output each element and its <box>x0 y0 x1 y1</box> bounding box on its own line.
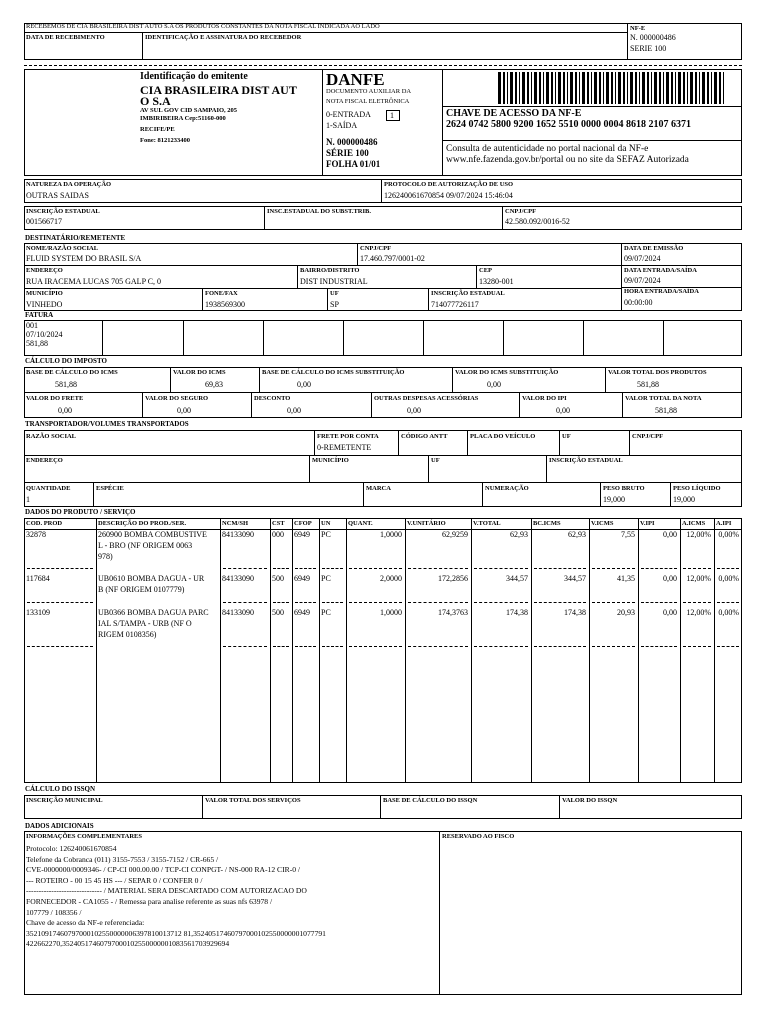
transp-uf2-label: UF <box>431 457 440 464</box>
dest-hora-label: HORA ENTRADA/SAÍDA <box>624 288 699 295</box>
fatura-divider <box>102 320 103 356</box>
fatura-vencimento: 07/10/2024 <box>26 330 63 339</box>
produtos-header-cell: CST <box>272 520 285 527</box>
canhoto-nfe-serie: SERIE 100 <box>630 44 667 53</box>
fatura-box <box>24 320 742 356</box>
produtos-header-cell: A.IPI <box>716 520 732 527</box>
fatura-numero: 001 <box>26 321 38 330</box>
transp-peso-liq-label: PESO LÍQUIDO <box>673 485 721 492</box>
produto-aicms: 12,00% <box>686 608 711 617</box>
produtos-row-separator <box>408 646 468 647</box>
info-complementares-label: INFORMAÇÕES COMPLEMENTARES <box>26 833 142 840</box>
produtos-row-separator <box>534 568 586 569</box>
natureza-box <box>24 179 742 203</box>
transp-frete-label: FRETE POR CONTA <box>317 433 379 440</box>
dest-municipio: VINHEDO <box>26 300 63 309</box>
ie-value: 001566717 <box>26 217 62 226</box>
transp-uf-label: UF <box>562 433 571 440</box>
danfe-sub-2: NOTA FISCAL ELETRÔNICA <box>326 98 410 105</box>
produtos-row-separator <box>322 646 343 647</box>
produtos-col-divider <box>405 518 406 783</box>
produtos-header-cell: QUANT. <box>348 520 373 527</box>
produto-aipi: 0,00% <box>718 530 739 539</box>
transp-peso-liq: 19,000 <box>673 495 695 504</box>
identificacao-label: IDENTIFICAÇÃO E ASSINATURA DO RECEBEDOR <box>145 34 302 41</box>
produtos-row-separator <box>641 646 677 647</box>
produto-vtotal: 344,57 <box>506 574 528 583</box>
issqn-v-label: VALOR DO ISSQN <box>562 797 618 804</box>
produtos-col-divider <box>638 518 639 783</box>
fatura-divider <box>663 320 664 356</box>
fatura-valor: 581,88 <box>26 339 48 348</box>
danfe-title: DANFE <box>326 70 385 89</box>
produtos-row-separator <box>408 568 468 569</box>
dest-nome: FLUID SYSTEM DO BRASIL S/A <box>26 254 142 263</box>
produto-bc: 62,93 <box>568 530 586 539</box>
dest-hora: 00:00:00 <box>624 298 653 307</box>
produtos-header-cell: UN <box>321 520 331 527</box>
issqn-im-label: INSCRIÇÃO MUNICIPAL <box>26 797 103 804</box>
issqn-section: CÁLCULO DO ISSQN <box>25 785 96 793</box>
produto-cod: 117684 <box>26 574 50 583</box>
produtos-row-separator <box>717 568 739 569</box>
produtos-row-separator <box>295 646 316 647</box>
produto-vunit: 172,2856 <box>438 574 468 583</box>
produtos-col-divider <box>319 518 320 783</box>
data-recebimento-label: DATA DE RECEBIMENTO <box>26 34 105 41</box>
produto-descricao: 260900 BOMBA COMBUSTIVE <box>98 530 207 539</box>
dest-entrada: 09/07/2024 <box>624 276 661 285</box>
produto-vipi: 0,00 <box>663 574 677 583</box>
v-st: 0,00 <box>487 380 501 389</box>
produtos-header-cell: V.UNITÁRIO <box>407 520 446 527</box>
seguro: 0,00 <box>177 406 191 415</box>
canhoto-nfe-numero: N. 000000486 <box>630 33 676 42</box>
produto-vicms: 20,93 <box>617 608 635 617</box>
dest-bairro-label: BAIRRO/DISTRITO <box>300 267 360 274</box>
produtos-row-separator <box>322 568 343 569</box>
fatura-divider <box>503 320 504 356</box>
v-prod: 581,88 <box>637 380 659 389</box>
reservado-fisco-label: RESERVADO AO FISCO <box>442 833 515 840</box>
produtos-header-cell: DESCRIÇÃO DO PROD./SER. <box>98 520 187 527</box>
transp-especie-label: ESPÉCIE <box>96 485 124 492</box>
produtos-row-separator <box>641 602 677 603</box>
natureza-label: NATUREZA DA OPERAÇÃO <box>26 181 112 188</box>
produtos-row-separator <box>534 602 586 603</box>
produtos-row-separator <box>273 646 289 647</box>
bc-icms: 581,88 <box>55 380 77 389</box>
emitente-cnpj-label: CNPJ/CPF <box>505 208 537 215</box>
danfe-sub-1: DOCUMENTO AUXILIAR DA <box>326 88 412 95</box>
emitente-bairro-cep: IMBIRIBEIRA Cep:51160-000 <box>140 115 226 122</box>
produtos-row-separator <box>592 602 635 603</box>
produto-descricao: IAL S/TAMPA - URB (NF O <box>98 619 192 628</box>
dest-municipio-label: MUNICÍPIO <box>26 290 63 297</box>
produto-vunit: 62,9259 <box>442 530 468 539</box>
produto-bc: 174,38 <box>564 608 586 617</box>
produtos-row-separator <box>295 568 316 569</box>
dest-cnpj: 17.460.797/0001-02 <box>360 254 425 263</box>
fatura-divider <box>583 320 584 356</box>
produtos-row-separator <box>349 646 402 647</box>
produto-descricao: L - BRO (NF ORIGEM 0063 <box>98 541 193 550</box>
produtos-row-separator <box>474 602 528 603</box>
dest-endereco-label: ENDEREÇO <box>26 267 63 274</box>
produtos-row-separator <box>683 602 711 603</box>
produto-vipi: 0,00 <box>663 608 677 617</box>
produtos-row-separator <box>273 568 289 569</box>
info-complementar-line: Chave de acesso da NF-e referenciada: <box>26 918 145 928</box>
produto-descricao: 978) <box>98 552 113 561</box>
produtos-row-separator <box>349 568 402 569</box>
produto-aicms: 12,00% <box>686 574 711 583</box>
dest-cep-label: CEP <box>479 267 492 274</box>
produtos-section: DADOS DO PRODUTO / SERVIÇO <box>25 508 136 516</box>
produto-cfop: 6949 <box>294 574 310 583</box>
transp-frete: 0-REMETENTE <box>317 443 372 452</box>
produtos-col-divider <box>96 518 97 783</box>
transportador-box <box>24 430 742 507</box>
info-complementar-line: ------------------------------ / MATERIAL SERA DESCARTADO COM AUTORIZACAO DO <box>26 886 307 896</box>
seguro-label: VALOR DO SEGURO <box>145 395 209 402</box>
produtos-table <box>24 518 742 783</box>
dest-endereco: RUA IRACEMA LUCAS 705 GALP C, 0 <box>26 277 162 286</box>
info-complementar-line: 107779 / 108356 / <box>26 907 82 917</box>
danfe-serie: SÉRIE 100 <box>326 148 369 158</box>
fatura-section: FATURA <box>25 311 54 319</box>
transp-marca-label: MARCA <box>366 485 391 492</box>
info-complementar-line: FORNECEDOR - CA1055 - / Remessa para analise referente as suas nfs 63978 / <box>26 897 273 906</box>
danfe-tipo: 1 <box>390 111 394 120</box>
barcode-image <box>498 72 728 104</box>
produto-cfop: 6949 <box>294 530 310 539</box>
transp-numeracao-label: NUMERAÇÃO <box>485 485 529 492</box>
produto-vipi: 0,00 <box>663 530 677 539</box>
produto-vunit: 174,3763 <box>438 608 468 617</box>
produtos-row-separator <box>408 602 468 603</box>
produtos-row-separator <box>223 602 267 603</box>
produto-aipi: 0,00% <box>718 608 739 617</box>
produtos-row-separator <box>223 646 267 647</box>
produto-vtotal: 174,38 <box>506 608 528 617</box>
produtos-row-separator <box>295 602 316 603</box>
dest-emissao-label: DATA DE EMISSÃO <box>624 245 684 252</box>
transp-antt-label: CÓDIGO ANTT <box>401 433 448 440</box>
destinatario-section: DESTINATÁRIO/REMETENTE <box>25 234 126 242</box>
produto-un: PC <box>321 608 331 617</box>
issqn-bc-label: BASE DE CÁLCULO DO ISSQN <box>383 797 478 804</box>
produto-quant: 2,0000 <box>380 574 402 583</box>
produtos-col-divider <box>531 518 532 783</box>
bc-st-label: BASE DE CÁLCULO DO ICMS SUBSTITUIÇÃO <box>262 369 405 376</box>
inscricoes-box <box>24 206 742 230</box>
produto-descricao: RIGEM 0108356) <box>98 630 157 639</box>
transp-razao-label: RAZÃO SOCIAL <box>26 433 77 440</box>
iest-label: INSC.ESTADUAL DO SUBST.TRIB. <box>267 208 371 215</box>
produto-un: PC <box>321 574 331 583</box>
bc-icms-label: BASE DE CÁLCULO DO ICMS <box>26 369 118 376</box>
transp-municipio-label: MUNICÍPIO <box>312 457 349 464</box>
produtos-header-cell: CFOP <box>294 520 312 527</box>
produtos-header-cell: BC.ICMS <box>533 520 561 527</box>
produtos-col-divider <box>471 518 472 783</box>
produtos-col-divider <box>589 518 590 783</box>
dest-uf: SP <box>330 300 339 309</box>
produtos-row-separator <box>27 568 93 569</box>
produto-cst: 000 <box>272 530 284 539</box>
protocolo-label: PROTOCOLO DE AUTORIZAÇÃO DE USO <box>384 181 514 188</box>
produtos-row-separator <box>223 568 267 569</box>
produto-descricao: B (NF ORIGEM 0107779) <box>98 585 185 594</box>
produtos-row-separator <box>717 602 739 603</box>
info-complementar-line: --- ROTEIRO - 00 15 45 HS --- / SEPAR 0 / CONFER 0 / <box>26 875 203 885</box>
dest-fone: 1938569300 <box>205 300 245 309</box>
danfe-saida: 1-SAÍDA <box>326 121 358 130</box>
produto-un: PC <box>321 530 331 539</box>
emitente-cidade: RECIFE/PE <box>140 126 175 133</box>
produtos-col-divider <box>220 518 221 783</box>
canhoto-header: RECEBEMOS DE CIA BRASILEIRA DIST AUTO S.A OS PRODUTOS CONSTANTES DA NOTA FISCAL INDICADA AO LADO <box>26 23 380 30</box>
fatura-divider <box>423 320 424 356</box>
info-complementar-line: 35210917460797000102550000006397810013712 81,35240517460797000102550000001077791 <box>26 928 326 938</box>
desconto: 0,00 <box>287 406 301 415</box>
produto-cst: 500 <box>272 574 284 583</box>
dest-fone-label: FONE/FAX <box>205 290 238 297</box>
danfe-folha: FOLHA 01/01 <box>326 159 381 169</box>
transp-qtd-label: QUANTIDADE <box>26 485 71 492</box>
dest-ie-label: INSCRIÇÃO ESTADUAL <box>431 290 505 297</box>
emitente-nome-1: CIA BRASILEIRA DIST AUT <box>140 83 297 97</box>
desconto-label: DESCONTO <box>254 395 291 402</box>
produto-cst: 500 <box>272 608 284 617</box>
outras-label: OUTRAS DESPESAS ACESSÓRIAS <box>374 395 479 402</box>
produto-cfop: 6949 <box>294 608 310 617</box>
protocolo-value: 126240061670854 09/07/2024 15:46:04 <box>384 191 513 200</box>
consulta-line-2: www.nfe.fazenda.gov.br/portal ou no site da SEFAZ Autorizada <box>446 155 689 165</box>
produtos-row-separator <box>27 646 93 647</box>
produto-vicms: 7,55 <box>621 530 635 539</box>
produtos-row-separator <box>717 646 739 647</box>
produto-ncm: 84133090 <box>222 608 254 617</box>
produtos-header-cell: V.ICMS <box>591 520 614 527</box>
v-prod-label: VALOR TOTAL DOS PRODUTOS <box>608 369 707 376</box>
produto-vicms: 41,35 <box>617 574 635 583</box>
fatura-divider <box>343 320 344 356</box>
produtos-col-divider <box>270 518 271 783</box>
produto-descricao: UB0610 BOMBA DAGUA - UR <box>98 574 205 583</box>
dest-cep: 13280-001 <box>479 277 514 286</box>
dest-uf-label: UF <box>330 290 339 297</box>
dest-cnpj-label: CNPJ/CPF <box>360 245 392 252</box>
info-complementar-line: Telefone da Cobranca (011) 3155-7553 / 3155-7152 / CR-665 / <box>26 854 219 864</box>
dest-ie: 714077726117 <box>431 300 479 309</box>
produto-vtotal: 62,93 <box>510 530 528 539</box>
produtos-row-separator <box>592 646 635 647</box>
produtos-header-cell: A.ICMS <box>682 520 706 527</box>
transp-ie-label: INSCRIÇÃO ESTADUAL <box>549 457 623 464</box>
consulta-line-1: Consulta de autenticidade no portal nacional da NF-e <box>446 144 649 154</box>
transp-cnpj-label: CNPJ/CPF <box>632 433 664 440</box>
ipi: 0,00 <box>556 406 570 415</box>
produto-bc: 344,57 <box>564 574 586 583</box>
produtos-row-separator <box>273 602 289 603</box>
transportador-section: TRANSPORTADOR/VOLUMES TRANSPORTADOS <box>25 420 189 428</box>
chave-label: CHAVE DE ACESSO DA NF-E <box>446 108 582 119</box>
dest-bairro: DIST INDUSTRIAL <box>300 277 368 286</box>
frete-label: VALOR DO FRETE <box>26 395 84 402</box>
v-icms: 69,83 <box>205 380 223 389</box>
total-nota-label: VALOR TOTAL DA NOTA <box>625 395 702 402</box>
produto-descricao: UB0366 BOMBA DAGUA PARC <box>98 608 209 617</box>
produto-cod: 32878 <box>26 530 46 539</box>
fatura-divider <box>183 320 184 356</box>
emitente-endereco: AV SUL GOV CID SAMPAIO, 205 <box>140 107 238 114</box>
total-nota: 581,88 <box>655 406 677 415</box>
emitente-section-label: Identificação do emitente <box>140 71 248 82</box>
produto-quant: 1,0000 <box>380 530 402 539</box>
dest-entrada-label: DATA ENTRADA/SAÍDA <box>624 267 697 274</box>
frete: 0,00 <box>58 406 72 415</box>
produtos-row-separator <box>322 602 343 603</box>
outras: 0,00 <box>407 406 421 415</box>
produtos-col-divider <box>292 518 293 783</box>
danfe-entrada: 0-ENTRADA <box>326 110 371 119</box>
produtos-row-separator <box>534 646 586 647</box>
produtos-row-separator <box>349 602 402 603</box>
produtos-header-cell: V.IPI <box>640 520 655 527</box>
produtos-col-divider <box>714 518 715 783</box>
produtos-col-divider <box>680 518 681 783</box>
produtos-row-separator <box>683 568 711 569</box>
ie-label: INSCRIÇÃO ESTADUAL <box>26 208 100 215</box>
imposto-section: CÁLCULO DO IMPOSTO <box>25 357 107 365</box>
produtos-header-cell: NCM/SH <box>222 520 248 527</box>
info-complementar-line: CVE-0000000/0009346- / CP-CI 000.00.00 / TCP-CI CONPGT- / NS-000 RA-12 CIR-0 / <box>26 865 301 875</box>
chave-value: 2624 0742 5800 9200 1652 5510 0000 0004 8618 2107 6371 <box>446 119 691 130</box>
canhoto-nfe-label: NF-E <box>630 25 646 32</box>
issqn-vserv-label: VALOR TOTAL DOS SERVIÇOS <box>205 797 301 804</box>
produto-ncm: 84133090 <box>222 574 254 583</box>
produtos-header-cell: COD. PROD <box>26 520 63 527</box>
produtos-header-cell: V.TOTAL <box>473 520 501 527</box>
produtos-row-separator <box>474 568 528 569</box>
produto-ncm: 84133090 <box>222 530 254 539</box>
produto-cod: 133109 <box>26 608 50 617</box>
info-complementar-line: 422662270,35240517460797000102550000001083561703929694 <box>26 939 230 949</box>
produto-quant: 1,0000 <box>380 608 402 617</box>
produtos-col-divider <box>346 518 347 783</box>
ipi-label: VALOR DO IPI <box>522 395 567 402</box>
adicionais-section: DADOS ADICIONAIS <box>25 822 94 830</box>
produtos-row-separator <box>592 568 635 569</box>
transp-qtd: 1 <box>26 495 30 504</box>
produtos-row-separator <box>683 646 711 647</box>
dest-emissao: 09/07/2024 <box>624 254 661 263</box>
transp-placa-label: PLACA DO VEÍCULO <box>470 433 536 440</box>
emitente-nome-2: O S.A <box>140 94 171 108</box>
fatura-divider <box>263 320 264 356</box>
info-complementar-line: Protocolo: 126240061670854 <box>26 844 117 853</box>
produtos-row-separator <box>641 568 677 569</box>
transp-peso-bruto-label: PESO BRUTO <box>603 485 645 492</box>
produtos-row-separator <box>27 602 93 603</box>
transp-endereco-label: ENDEREÇO <box>26 457 63 464</box>
danfe-numero: N. 000000486 <box>326 137 378 147</box>
dest-nome-label: NOME/RAZÃO SOCIAL <box>26 245 99 252</box>
produtos-row-separator <box>474 646 528 647</box>
produto-aicms: 12,00% <box>686 530 711 539</box>
emitente-cnpj-value: 42.580.092/0016-52 <box>505 217 570 226</box>
v-icms-label: VALOR DO ICMS <box>173 369 226 376</box>
produto-aipi: 0,00% <box>718 574 739 583</box>
bc-st: 0,00 <box>297 380 311 389</box>
transp-peso-bruto: 19,000 <box>603 495 625 504</box>
natureza-value: OUTRAS SAIDAS <box>26 191 89 200</box>
v-st-label: VALOR DO ICMS SUBSTITUIÇÃO <box>455 369 559 376</box>
emitente-fone: Fone: 8121233400 <box>140 137 191 144</box>
